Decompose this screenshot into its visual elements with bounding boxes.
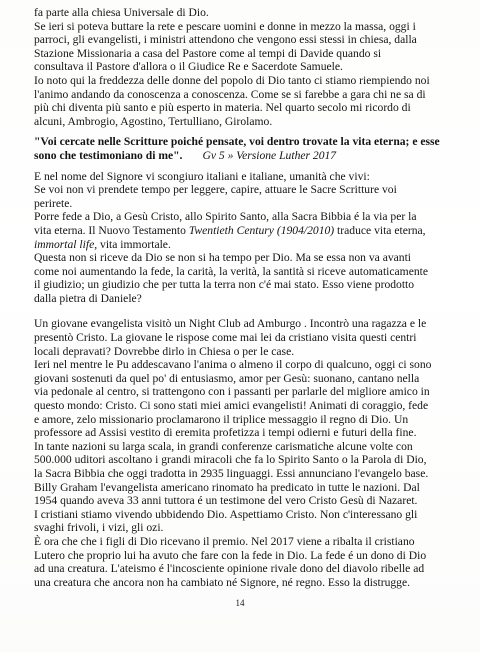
text-line: Questa non si riceve da Dio se non si ha tempo per Dio. Ma se essa non va avanti <box>34 251 412 265</box>
text-line: In tante nazioni su larga scala, in grandi conferenze carismatiche alcune volte con <box>34 439 413 453</box>
quote-text: sono che testimoniano di me". <box>34 148 183 162</box>
text-line: una creatura che ancora non ha cambiato né Signore, né regno. Esso la distrugge. <box>34 575 411 589</box>
text-line: alcuni, Ambrogio, Agostino, Tertulliano, Girolamo. <box>34 114 273 128</box>
text-line: come noi aumentando la fede, la carità, la verità, la santità si riceve automaticamente <box>34 264 429 278</box>
text-line: via pedonale al centro, si trattengono con i passanti per parlarle del migliore amico in <box>34 385 430 399</box>
text-line: professore ad Assisi vestito di eremita profetizza i tempi odierni e futuri della fine. <box>34 426 417 440</box>
text-line: giovani sostenuti da quel po' di entusiasmo, amor per Gesù: suonano, cantano nella <box>34 371 420 385</box>
text-line: ad una creatura. L'ateismo é l'incosciente opinione rivale dono del diavolo ribelle ad <box>34 562 425 576</box>
text-line: locali depravati? Dovrebbe dirlo in Chiesa o per le case. <box>34 344 295 358</box>
text-line: Io noto qui la freddezza delle donne del popolo di Dio tanto ci stiamo riempiendo noi <box>34 73 430 87</box>
text-line: Se voi non vi prendete tempo per leggere, capire, attuare le Sacre Scritture voi <box>34 183 397 197</box>
quote-citation: Gv 5 » Versione Luther 2017 <box>202 148 337 162</box>
text-line: l'animo andando da conoscenza a conoscenza. Come se si farebbe a gara chi ne sa di <box>34 87 426 101</box>
text-line: fa parte alla chiesa Universale di Dio. <box>34 6 209 19</box>
text-run: vita eterna. Il Nuovo Testamento <box>34 223 189 237</box>
paragraph-evangelist <box>34 317 454 589</box>
page-number: 14 <box>235 598 245 608</box>
text-line: svaghi frivoli, i vizi, gli ozi. <box>34 521 164 535</box>
italic-term: immortal life, <box>34 237 98 251</box>
text-line: E nel nome del Signore vi scongiuro italiani e italiane, umanità che vivi: <box>34 169 370 183</box>
page-body <box>34 6 454 589</box>
text-line: presentò Cristo. La giovane le rispose come mai lei da cristiano visita questi centri <box>34 331 417 345</box>
text-line: Un giovane evangelista visitò un Night Club ad Amburgo . Incontrò una ragazza e le <box>34 317 427 331</box>
text-line <box>34 224 454 238</box>
text-line: 500.000 uditori ascoltano i grandi miracoli che fa lo Spirito Santo o la Parola di Dio, <box>34 453 427 467</box>
text-line: questo mondo: Cristo. Ci sono stati miei amici evangelisti! Animati di coraggio, fede <box>34 399 429 413</box>
text-line <box>34 238 454 252</box>
text-line: I cristiani stiamo vivendo ubbidendo Dio. Aspettiamo Cristo. Non c'interessano gli <box>34 507 418 521</box>
text-line: dalla pietra di Daniele? <box>34 291 142 305</box>
text-line: Ieri nel mentre le Pu addescavano l'anima o almeno il corpo di qualcuno, oggi ci sono <box>34 358 432 372</box>
text-line: Lutero che proprio lui ha avuto che fare con la fede in Dio. La fede é un dono di Dio <box>34 548 427 562</box>
text-line: Stazione Missionaria a casa del Pastore come al tempi di Davide quando si <box>34 46 382 60</box>
scripture-quote <box>34 135 454 162</box>
text-line: 1954 quando aveva 33 anni tuttora é un testimone del vero Cristo Gesù di Nazaret. <box>34 494 418 508</box>
text-line: perirete. <box>34 196 73 210</box>
text-line: e amore, zelo missionario proclamarono il triplice messaggio il regno di Dio. Un <box>34 412 409 426</box>
paragraph-exhortation <box>34 170 454 306</box>
text-line: Se ieri si poteva buttare la rete e pescare uomini e donne in mezzo la massa, oggi i <box>34 19 416 33</box>
text-line: parroci, gli evangelisti, i ministri attendono che vengono essi stessi in chiesa, dalla <box>34 33 417 47</box>
text-line: Billy Graham l'evangelista americano rinomato ha predicato in tutte le nazioni. Dal <box>34 480 420 494</box>
text-line: Porre fede a Dio, a Gesù Cristo, allo Spirito Santo, alla Sacra Bibbia é la via per la <box>34 210 417 224</box>
text-line: È ora che che i figli di Dio ricevano il premio. Nel 2017 viene a ribalta il cristiano <box>34 534 415 548</box>
paragraph-intro <box>34 6 454 128</box>
text-run: vita immortale. <box>97 237 171 251</box>
text-run: traduce vita eterna, <box>334 223 426 237</box>
quote-line: "Voi cercate nelle Scritture poiché pensate, voi dentro trovate la vita eterna; e esse <box>34 135 440 149</box>
italic-title: Twentieth Century (1904/2010) <box>188 223 335 237</box>
text-line: consultava il Pastore d'allora o il Giudice Re e Sacerdote Samuele. <box>34 60 343 74</box>
quote-line <box>34 149 454 163</box>
text-line: la Sacra Bibbia che oggi tradotta in 2935 linguaggi. Essi annunciano l'evangelo base. <box>34 467 429 480</box>
text-line: più chi diventa più santo e più esperto in materia. Nel quarto secolo mi ricordo di <box>34 101 411 115</box>
text-line: il giudizio; un giudizio che per tutta la terra non c'é mai stato. Esso viene prodotto <box>34 278 415 292</box>
